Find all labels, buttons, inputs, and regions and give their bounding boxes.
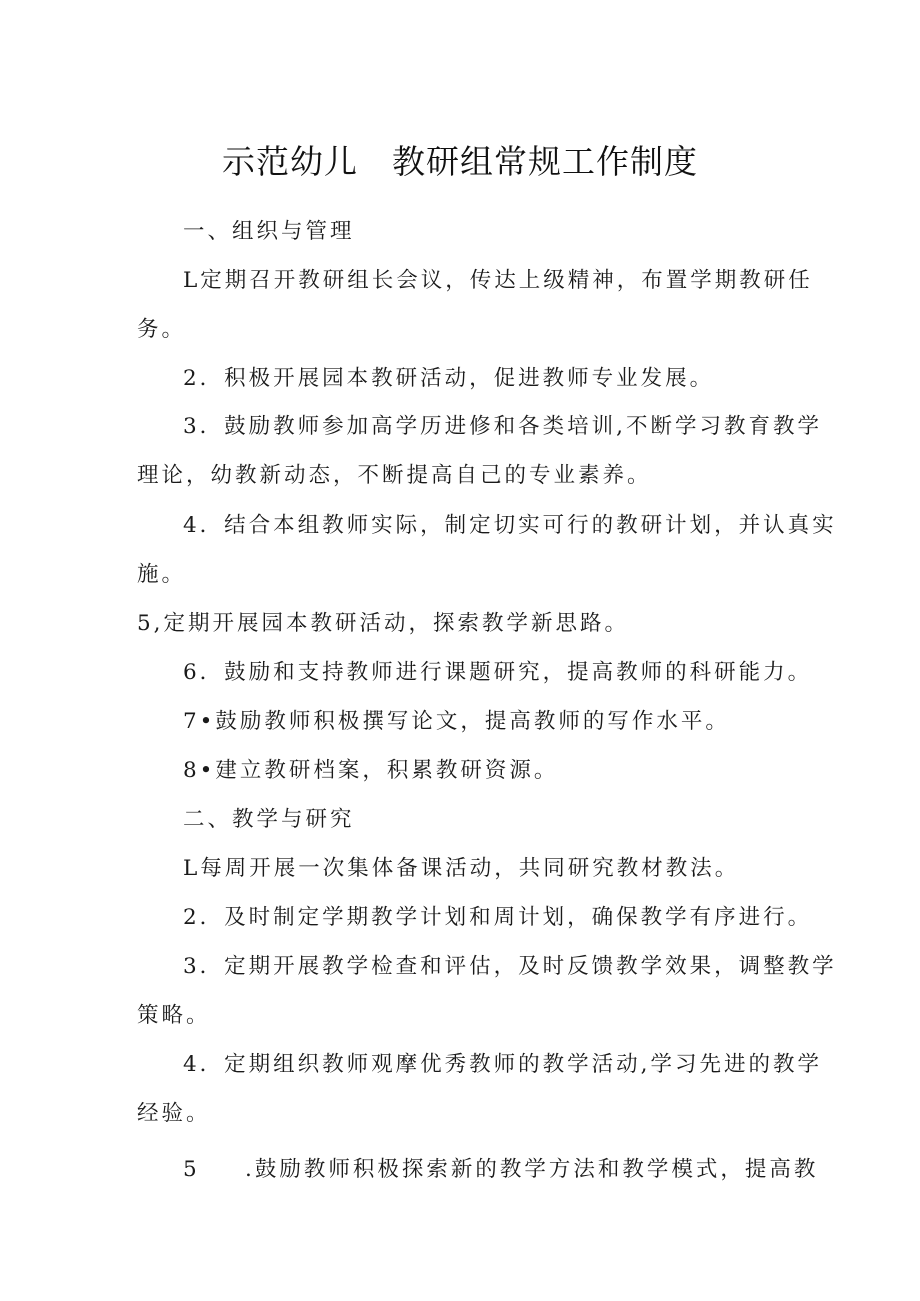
paragraph-number: 5 <box>183 1157 200 1182</box>
section-heading-teaching: 二、教学与研究 <box>183 807 355 832</box>
paragraph-line: 经验。 <box>137 1101 211 1126</box>
paragraph-line: 务。 <box>137 317 187 342</box>
paragraph-line: 8•建立教研档案，积累教研资源。 <box>183 758 559 783</box>
paragraph-line: 6．鼓励和支持教师进行课题研究，提高教师的科研能力。 <box>183 660 813 685</box>
paragraph-line: L定期召开教研组长会议，传达上级精神，布置学期教研任 <box>183 268 813 293</box>
paragraph-line: 5,定期开展园本教研活动，探索教学新思路。 <box>137 611 630 636</box>
paragraph-line: 施。 <box>137 562 187 587</box>
paragraph-line: 4．定期组织教师观摩优秀教师的教学活动,学习先进的教学 <box>183 1052 823 1077</box>
paragraph-line: 2．积极开展园本教研活动，促进教师专业发展。 <box>183 366 715 391</box>
page-title: 示范幼儿 教研组常规工作制度 <box>222 142 698 181</box>
paragraph-line: 策略。 <box>137 1003 211 1028</box>
paragraph-line: 7•鼓励教师积极撰写论文，提高教师的写作水平。 <box>183 709 730 734</box>
paragraph-line: 2．及时制定学期教学计划和周计划，确保教学有序进行。 <box>183 905 813 930</box>
paragraph-line: .鼓励教师积极探索新的教学方法和教学模式，提高教 <box>245 1157 819 1182</box>
section-heading-organization: 一、组织与管理 <box>183 219 355 244</box>
paragraph-line: L每周开展一次集体备课活动，共同研究教材教法。 <box>183 856 740 881</box>
paragraph-line: 3．鼓励教师参加高学历进修和各类培训,不断学习教育教学 <box>183 414 823 439</box>
paragraph-line: 4．结合本组教师实际，制定切实可行的教研计划，并认真实 <box>183 513 837 538</box>
paragraph-line: 理论，幼教新动态，不断提高自己的专业素养。 <box>137 463 652 488</box>
paragraph-line: 3．定期开展教学检查和评估，及时反馈教学效果，调整教学 <box>183 954 837 979</box>
